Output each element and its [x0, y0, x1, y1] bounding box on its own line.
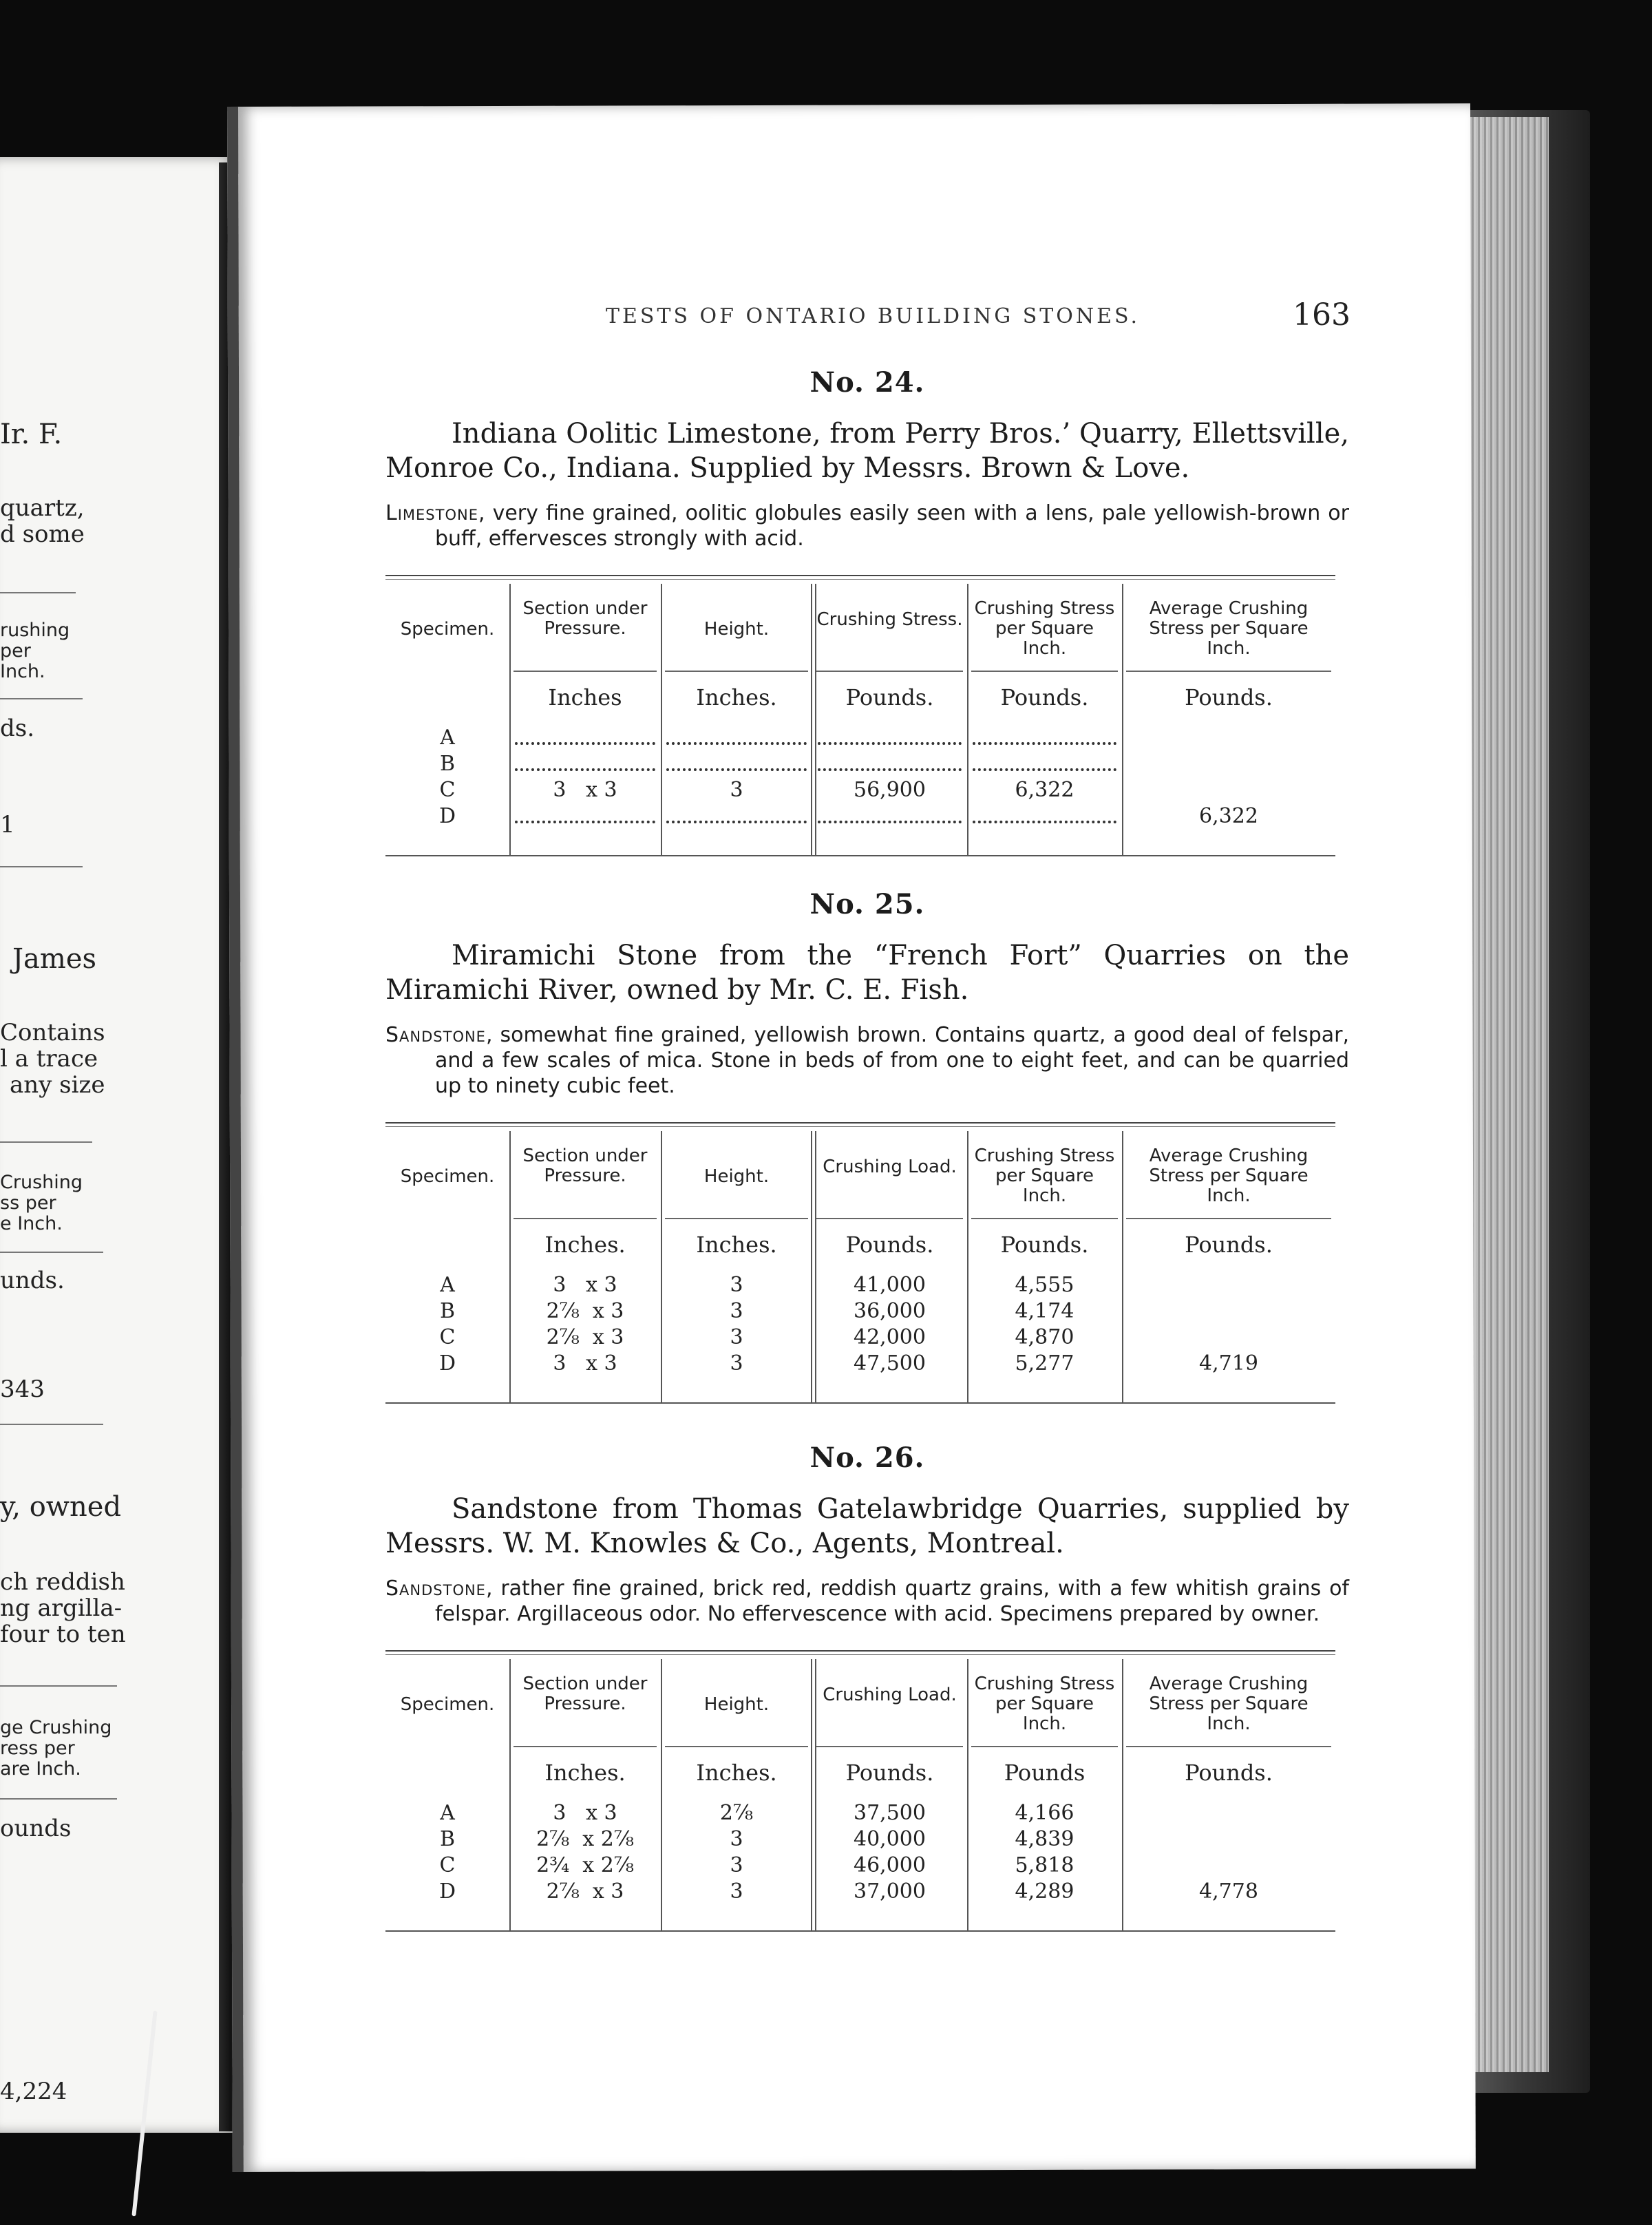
section-no-24 — [385, 366, 1349, 856]
table-cell-section: 2⅞ x 2⅞ — [536, 1827, 634, 1851]
stone-description: Indiana Oolitic Limestone, from Perry Bros.’ Quarry, Ellettsville, Monroe Co., Indiana. Supplied by Messrs. Brown & Love. — [385, 418, 1349, 484]
column-header: Crushing Stress. — [816, 609, 963, 630]
column-divider — [811, 584, 816, 855]
unit-label: Pounds. — [845, 1232, 934, 1258]
note-text: , very fine grained, oolitic globules easily seen with a lens, pale yellowish-brown or buff, effervesces strongly with acid. — [435, 501, 1349, 551]
left-rule — [0, 1798, 117, 1800]
table-cell-avg: 4,778 — [1199, 1879, 1258, 1904]
specimen-label: D — [438, 804, 456, 828]
dot-leader — [515, 821, 655, 823]
running-head: TESTS OF ONTARIO BUILDING STONES. — [606, 304, 1141, 328]
table-cell-section: 2⅞ x 3 — [546, 1879, 624, 1904]
note-lead-term: Sandstone — [385, 1023, 486, 1047]
table-cell-height: 3 — [730, 1325, 743, 1349]
table-cell-load: 37,500 — [854, 1801, 926, 1825]
column-header: Height. — [703, 1694, 770, 1715]
unit-label: Pounds. — [1000, 684, 1089, 710]
table-cell-per-sq: 4,289 — [1015, 1879, 1074, 1904]
specimen-label: D — [438, 1351, 456, 1375]
column-header: Specimen. — [400, 1694, 495, 1715]
note-text: , rather fine grained, brick red, reddish quartz grains, with a few whitish grains of felspar. Argillaceous odor. No effervescence with acid. Specimens prepared by owner. — [435, 1577, 1349, 1626]
left-fragment: ge Crushing — [0, 1717, 112, 1738]
table-cell-load: 37,000 — [854, 1879, 926, 1904]
left-fragment: Ir. F. — [0, 419, 63, 450]
table-top-rule — [385, 575, 1335, 576]
left-rule — [0, 1141, 92, 1143]
specimen-label: B — [439, 1827, 456, 1851]
header-underline — [1126, 1218, 1331, 1219]
table-body — [385, 580, 1335, 855]
table-cell-avg: 6,322 — [1199, 804, 1258, 828]
section-title: No. 24. — [809, 366, 925, 399]
dot-leader — [973, 768, 1116, 771]
table-cell-per-sq: 4,839 — [1015, 1827, 1074, 1851]
note-lead-term: Limestone — [385, 501, 478, 525]
header-underline — [665, 1746, 808, 1747]
left-rule — [0, 1685, 117, 1687]
table-cell-per-sq: 5,277 — [1015, 1351, 1074, 1375]
unit-label: Inches. — [544, 1232, 626, 1258]
crushing-test-table — [385, 1650, 1335, 1932]
table-cell-section: 3 x 3 — [553, 1801, 617, 1825]
header-underline — [1126, 1746, 1331, 1747]
dot-leader — [818, 821, 962, 823]
table-cell-height: 3 — [730, 1351, 743, 1375]
unit-label: Pounds. — [1185, 1232, 1273, 1258]
specimen-label: B — [439, 1299, 456, 1323]
crushing-test-table — [385, 1122, 1335, 1404]
dot-leader — [666, 742, 807, 745]
left-fragment: four to ten — [0, 1621, 126, 1648]
left-fragment: 343 — [0, 1375, 45, 1403]
table-cell-height: 3 — [730, 1853, 743, 1877]
column-header: Crushing Stress per Square Inch. — [974, 598, 1115, 659]
specimen-label: D — [438, 1879, 456, 1904]
left-fragment: Inch. — [0, 661, 45, 682]
table-cell-load: 56,900 — [854, 778, 926, 802]
column-header: Section under Pressure. — [522, 598, 648, 639]
column-header: Height. — [703, 619, 770, 640]
specimen-label: C — [439, 778, 456, 802]
left-fragment: 4,224 — [0, 2078, 67, 2105]
left-fragment: quartz, — [0, 494, 85, 522]
specimen-label: C — [439, 1853, 456, 1877]
left-fragment: any size — [10, 1071, 105, 1099]
unit-label: Pounds. — [845, 684, 934, 710]
unit-label: Inches — [548, 684, 622, 710]
table-cell-load: 36,000 — [854, 1299, 926, 1323]
table-cell-per-sq: 4,555 — [1015, 1273, 1074, 1297]
table-cell-height: 3 — [730, 1879, 743, 1904]
section-no-25 — [385, 888, 1349, 1404]
table-bottom-rule — [385, 1402, 1335, 1404]
table-cell-height: 3 — [730, 1827, 743, 1851]
column-header: Crushing Load. — [823, 1685, 957, 1705]
stone-description: Miramichi Stone from the “French Fort” Quarries on the Miramichi River, owned by Mr. C. E. Fish. — [385, 940, 1349, 1006]
column-header: Crushing Load. — [823, 1157, 957, 1177]
column-header: Crushing Stress per Square Inch. — [974, 1146, 1115, 1206]
table-body — [385, 1655, 1335, 1930]
table-cell-height: 3 — [730, 1299, 743, 1323]
table-cell-height: 3 — [730, 1273, 743, 1297]
left-fragment: ds. — [0, 715, 35, 742]
unit-label: Pounds. — [1185, 684, 1273, 710]
table-bottom-rule — [385, 1930, 1335, 1932]
left-fragment: per — [0, 640, 31, 662]
header-underline — [816, 1218, 963, 1219]
left-fragment: ng argilla- — [0, 1594, 123, 1622]
column-header: Crushing Stress per Square Inch. — [974, 1674, 1115, 1734]
left-fragment: e Inch. — [0, 1213, 63, 1234]
dot-leader — [973, 821, 1116, 823]
page-number: 163 — [1293, 297, 1351, 333]
left-fragment: ch reddish — [0, 1568, 125, 1596]
table-cell-load: 41,000 — [854, 1273, 926, 1297]
left-fragment: 1 — [0, 811, 15, 839]
left-rule — [0, 1252, 103, 1253]
header-underline — [665, 1218, 808, 1219]
dot-leader — [666, 821, 807, 823]
table-cell-load: 42,000 — [854, 1325, 926, 1349]
column-header: Height. — [703, 1166, 770, 1187]
table-cell-section: 2⅞ x 3 — [546, 1325, 624, 1349]
petrographic-note — [385, 500, 1349, 551]
table-top-rule — [385, 1650, 1335, 1652]
left-fragment: l a trace — [0, 1045, 98, 1073]
table-cell-load: 47,500 — [854, 1351, 926, 1375]
column-header: Specimen. — [400, 619, 495, 640]
stone-description: Sandstone from Thomas Gatelawbridge Quarries, supplied by Messrs. W. M. Knowles & Co., Agents, Montreal. — [385, 1493, 1349, 1559]
section-no-26 — [385, 1442, 1349, 1932]
dot-leader — [818, 768, 962, 771]
dot-leader — [515, 768, 655, 771]
specimen-label: A — [440, 1801, 455, 1825]
table-body — [385, 1127, 1335, 1402]
table-cell-per-sq: 4,174 — [1015, 1299, 1074, 1323]
header-underline — [971, 671, 1118, 672]
dot-leader — [973, 742, 1116, 745]
column-divider — [661, 584, 662, 855]
header-underline — [513, 1746, 657, 1747]
specimen-label: C — [439, 1325, 456, 1349]
header-underline — [513, 671, 657, 672]
specimen-label: A — [440, 1273, 455, 1297]
left-fragment: James — [12, 943, 97, 975]
table-cell-per-sq: 5,818 — [1015, 1853, 1074, 1877]
left-fragment: ss per — [0, 1192, 56, 1214]
table-cell-section: 2¾ x 2⅞ — [536, 1853, 634, 1877]
table-cell-section: 3 x 3 — [553, 1351, 617, 1375]
left-page — [0, 157, 237, 2133]
unit-label: Pounds. — [845, 1760, 934, 1786]
dot-leader — [818, 742, 962, 745]
table-cell-per-sq: 4,166 — [1015, 1801, 1074, 1825]
unit-label: Inches. — [696, 1760, 777, 1786]
left-rule — [0, 592, 76, 593]
header-underline — [513, 1218, 657, 1219]
petrographic-note — [385, 1576, 1349, 1627]
column-divider — [967, 584, 968, 855]
specimen-label: A — [440, 726, 455, 750]
specimen-label: B — [439, 752, 456, 776]
table-cell-per-sq: 6,322 — [1015, 778, 1074, 802]
left-fragment: rushing — [0, 620, 70, 641]
note-lead-term: Sandstone — [385, 1577, 486, 1601]
table-cell-avg: 4,719 — [1199, 1351, 1258, 1375]
column-header: Specimen. — [400, 1166, 495, 1187]
header-underline — [971, 1218, 1118, 1219]
table-cell-section: 2⅞ x 3 — [546, 1299, 624, 1323]
unit-label: Pounds — [1004, 1760, 1086, 1786]
note-text: , somewhat fine grained, yellowish brown. Contains quartz, a good deal of felspar, and a few scales of mica. Stone in beds of from one to eight feet, and can be quarried up to ninety cubic feet. — [435, 1023, 1349, 1098]
left-rule — [0, 866, 83, 867]
column-header: Section under Pressure. — [522, 1674, 648, 1714]
table-top-rule — [385, 1122, 1335, 1124]
section-title: No. 26. — [809, 1442, 925, 1474]
section-title: No. 25. — [809, 888, 925, 920]
table-cell-load: 40,000 — [854, 1827, 926, 1851]
table-cell-load: 46,000 — [854, 1853, 926, 1877]
unit-label: Inches. — [696, 1232, 777, 1258]
column-header: Average Crushing Stress per Square Inch. — [1149, 598, 1309, 659]
header-underline — [816, 671, 963, 672]
left-fragment: ress per — [0, 1738, 75, 1759]
left-fragment: Contains — [0, 1019, 105, 1046]
header-underline — [1126, 671, 1331, 672]
left-fragment: Crushing — [0, 1172, 83, 1193]
column-header: Section under Pressure. — [522, 1146, 648, 1186]
table-cell-height: 2⅞ — [719, 1801, 754, 1825]
column-divider — [509, 584, 511, 855]
table-cell-section: 3 x 3 — [553, 778, 617, 802]
unit-label: Inches. — [544, 1760, 626, 1786]
header-underline — [665, 671, 808, 672]
table-cell-height: 3 — [730, 778, 743, 802]
left-fragment: unds. — [0, 1267, 65, 1294]
table-cell-section: 3 x 3 — [553, 1273, 617, 1297]
left-fragment: ounds — [0, 1815, 72, 1842]
table-bottom-rule — [385, 855, 1335, 856]
unit-label: Inches. — [696, 684, 777, 710]
header-underline — [971, 1746, 1118, 1747]
left-rule — [0, 1424, 103, 1425]
dot-leader — [515, 742, 655, 745]
petrographic-note — [385, 1022, 1349, 1099]
left-rule — [0, 698, 83, 699]
header-underline — [816, 1746, 963, 1747]
left-fragment: are Inch. — [0, 1758, 81, 1780]
column-header: Average Crushing Stress per Square Inch. — [1149, 1146, 1309, 1206]
table-cell-per-sq: 4,870 — [1015, 1325, 1074, 1349]
left-fragment: d some — [0, 520, 85, 548]
crushing-test-table — [385, 575, 1335, 856]
left-fragment: y, owned — [0, 1491, 122, 1523]
dot-leader — [666, 768, 807, 771]
column-header: Average Crushing Stress per Square Inch. — [1149, 1674, 1309, 1734]
unit-label: Pounds. — [1185, 1760, 1273, 1786]
unit-label: Pounds. — [1000, 1232, 1089, 1258]
